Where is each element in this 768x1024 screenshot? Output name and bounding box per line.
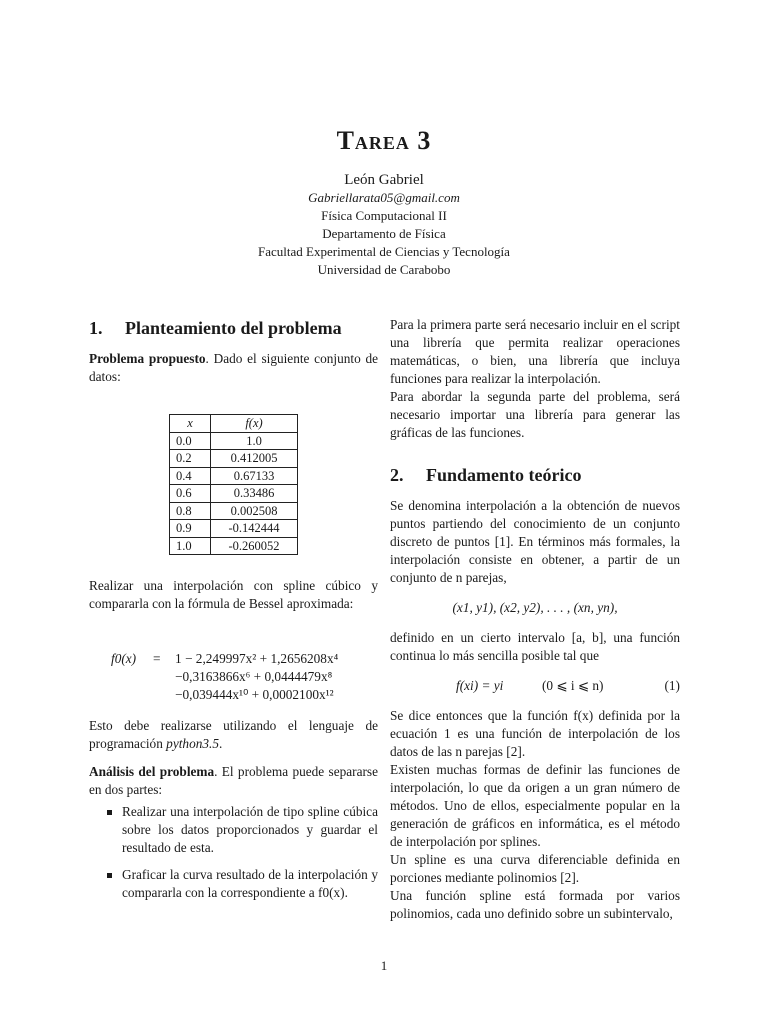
fx-cell: 0.412005 [211, 450, 298, 468]
column-header: x [170, 415, 211, 433]
language-text: Esto debe realizarse utilizando el lenguaje de programación [89, 718, 378, 751]
x-cell: 0.0 [170, 432, 211, 450]
title-block [0, 126, 768, 279]
language-paragraph [89, 717, 378, 753]
right-column [390, 316, 680, 923]
equation-line: 1 − 2,249997x² + 1,2656208x⁴ [175, 651, 339, 666]
list-item-text: Graficar la curva resultado de la interpolación y compararla con la correspondiente a f0(x). [122, 867, 378, 900]
language-text-end: . [218, 736, 223, 751]
theory-paragraph: Se dice entonces que la función f(x) definida por la ecuación 1 es una función de interpolación de los datos de las n parejas [2]. [390, 708, 680, 759]
analysis-text: . El problema puede separarse en dos partes: [89, 764, 378, 797]
data-table-wrapper [89, 414, 378, 555]
theory-paragraph: Una función spline está formada por varios polinomios, cada uno definido sobre un subintervalo, [390, 888, 680, 921]
equation-lhs: f0(x) [111, 651, 137, 666]
intro-paragraph: Para la primera parte será necesario incluir en el script una librería que permita realizar operaciones matemáticas, o bien, una librería que incluya funciones para realizar la interpolación. [390, 317, 680, 386]
theory-paragraph: Existen muchas formas de definir las funciones de interpolación, lo que da origen a un gran número de métodos. Uno de ellos, especialmente popular en la generación de gráficos en informática, es el método de interpolación por splines. [390, 762, 680, 849]
x-cell: 1.0 [170, 537, 211, 555]
bessel-equation [89, 635, 378, 702]
section-title: Planteamiento del problema [125, 318, 342, 338]
document-title: Tarea 3 [336, 126, 432, 155]
fx-cell: -0.260052 [211, 537, 298, 555]
table-row [170, 485, 298, 503]
analysis-paragraph [89, 763, 378, 799]
problem-paragraph [89, 350, 378, 386]
section-number: 2. [390, 465, 404, 485]
bullet-icon [107, 873, 112, 878]
analysis-label: Análisis del problema [89, 764, 215, 779]
section-heading [390, 463, 680, 487]
equation-condition: (0 ⩽ i ⩽ n) [542, 678, 604, 693]
table-row [170, 537, 298, 555]
author-name: León Gabriel [344, 172, 424, 188]
interpolation-paragraph: Realizar una interpolación con spline cúbico y compararla con la fórmula de Bessel aproximada: [89, 578, 378, 611]
fx-cell: 0.67133 [211, 467, 298, 485]
problem-label: Problema propuesto [89, 351, 206, 366]
equation-equals: = [153, 651, 161, 666]
x-cell: 0.8 [170, 502, 211, 520]
table-row [170, 502, 298, 520]
table-row [170, 467, 298, 485]
theory-paragraph: Se denomina interpolación a la obtención de nuevos puntos partiendo del conocimiento de un conjunto discreto de puntos [1]. En términos más formales, la interpolación consiste en obtener, a partir de un conjunto de n parejas, [390, 498, 680, 585]
column-header: f(x) [211, 415, 298, 433]
section-number: 1. [89, 318, 103, 338]
fx-cell: 0.33486 [211, 485, 298, 503]
equation-line: −0,039444x¹⁰ + 0,0002100x¹² [175, 687, 334, 702]
affiliation-line: Facultad Experimental de Ciencias y Tecnología [258, 244, 510, 259]
pairs-display: (x1, y1), (x2, y2), . . . , (xn, yn), [452, 600, 618, 615]
theory-paragraph: definido en un cierto intervalo [a, b], una función continua lo más sencilla posible tal que [390, 630, 680, 663]
x-cell: 0.9 [170, 520, 211, 538]
problem-text: . Dado el siguiente conjunto de datos: [89, 351, 378, 384]
section-title: Fundamento teórico [426, 465, 582, 485]
table-row [170, 450, 298, 468]
affiliation-line: Universidad de Carabobo [317, 262, 451, 277]
fx-cell: 0.002508 [211, 502, 298, 520]
x-cell: 0.6 [170, 485, 211, 503]
language-name: python3.5 [166, 736, 219, 751]
bullet-list [89, 803, 378, 902]
equation-expression: f(xi) = yi [456, 678, 504, 693]
fx-cell: 1.0 [211, 432, 298, 450]
list-item-text: Realizar una interpolación de tipo spline cúbica sobre los datos proporcionados y guardar el resultado de esta. [122, 804, 378, 855]
table-header-row [170, 415, 298, 433]
intro-paragraph: Para abordar la segunda parte del problema, será necesario importar una librería para generar las gráficas de las funciones. [390, 389, 680, 440]
affiliation-line: Departamento de Física [322, 226, 446, 241]
x-cell: 0.4 [170, 467, 211, 485]
list-item [89, 803, 378, 857]
left-column [89, 316, 378, 902]
list-item [89, 866, 378, 902]
equation-1 [390, 677, 680, 695]
theory-paragraph: Un spline es una curva diferenciable definida en porciones mediante polinomios [2]. [390, 852, 680, 885]
table-row [170, 520, 298, 538]
author-email: Gabriellarata05@gmail.com [308, 190, 460, 205]
section-heading [89, 316, 378, 340]
data-table [169, 414, 298, 555]
page-number: 1 [380, 958, 388, 973]
table-row [170, 432, 298, 450]
equation-number: (1) [664, 678, 680, 693]
x-cell: 0.2 [170, 450, 211, 468]
bullet-icon [107, 810, 112, 815]
fx-cell: -0.142444 [211, 520, 298, 538]
affiliation-line: Física Computacional II [321, 208, 447, 223]
equation-line: −0,3163866x⁶ + 0,0444479x⁸ [175, 669, 333, 684]
